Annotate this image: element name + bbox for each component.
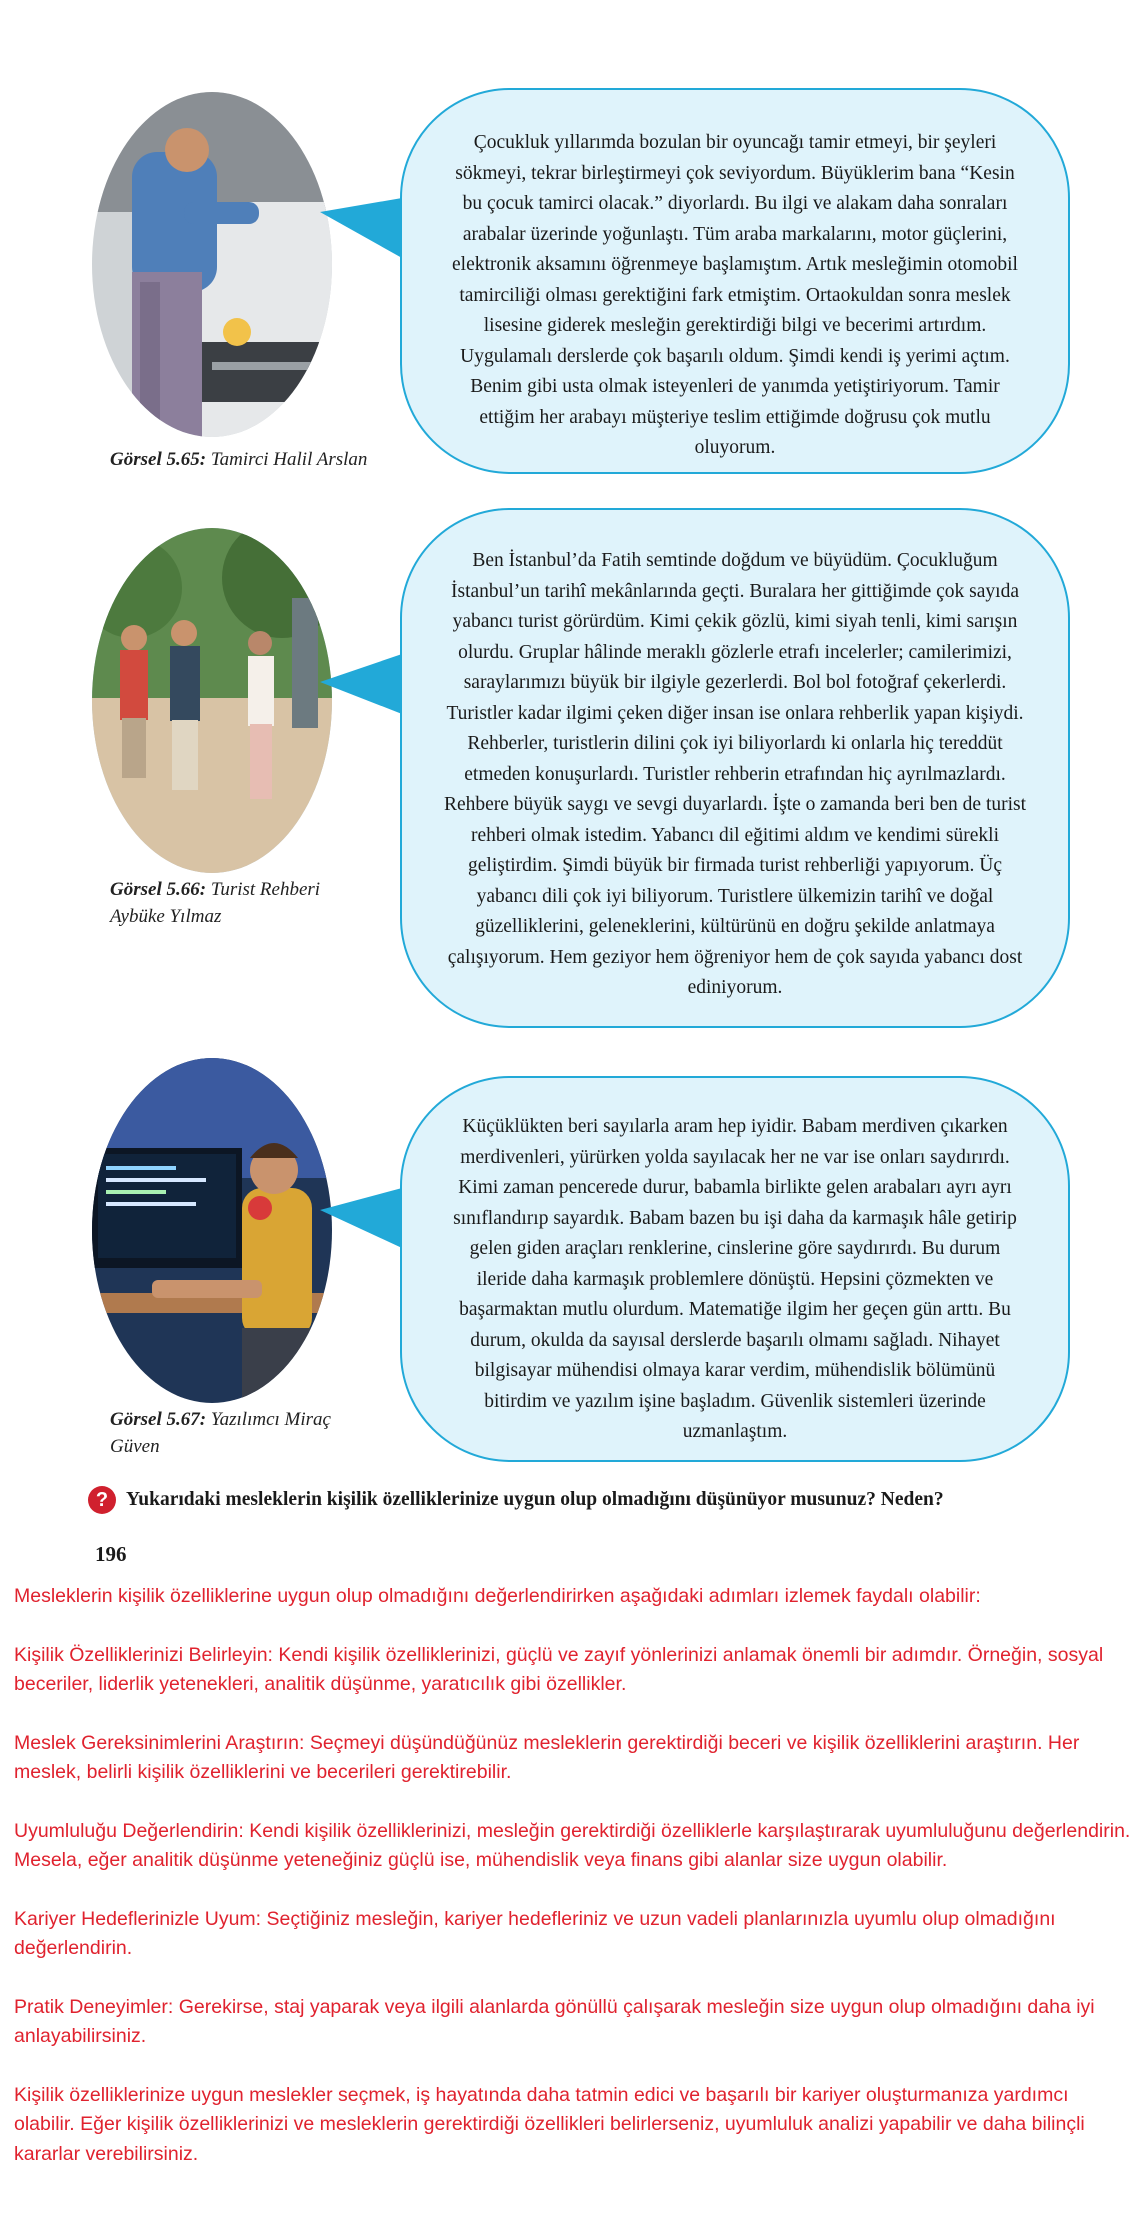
answer-paragraph: Uyumluluğu Değerlendirin: Kendi kişilik özelliklerinizi, mesleğin gerektirdiği özelliklerle karşılaştırarak uyumluluğunu değerlendirin. Mesela, eğer analitik düşünme yeteneğiniz güçlü ise, mühendislik veya finans gibi alanlar size uygun olabilir. bbox=[14, 1819, 1131, 1871]
answer-block bbox=[14, 1582, 1134, 2198]
figure-caption bbox=[110, 876, 370, 930]
answer-paragraph: Kariyer Hedeflerinizle Uyum: Seçtiğiniz mesleğin, kariyer hedefleriniz ve uzun vadeli planlarınızla uyumlu olup olmadığını değerlendirin. bbox=[14, 1907, 1056, 1959]
answer-paragraph: Kişilik Özelliklerinizi Belirleyin: Kendi kişilik özelliklerinizi, güçlü ve zayıf yönlerinizi anlamak önemli bir adımdır. Örneğin, sosyal beceriler, liderlik yetenekleri, analitik düşünme, yaratıcılık gibi özellikler. bbox=[14, 1643, 1104, 1695]
page-number: 196 bbox=[95, 1542, 127, 1566]
bubble-text: Çocukluk yıllarımda bozulan bir oyuncağı tamir etmeyi, bir şeyleri sökmeyi, tekrar birleştirmeyi çok seviyordum. Büyüklerim bana “Kesin bu çocuk tamirci olacak.” diyorlardı. Bu ilgi ve alakam daha sonraları arabalar üzerinde yoğunlaştı. Tüm araba markalarını, motor güçlerini, elektronik aksamını öğrenmeye başlamıştım. Artık mesleğimin otomobil tamirciliği olması gerektiğini fark etmiştim. Ortaokuldan sonra meslek lisesine giderek mesleğin gerektirdiği bilgi ve becerimi artırdım. Uygulamalı derslerde çok başarılı oldum. Şimdi kendi iş yerimi açtım. Benim gibi usta olmak isteyenleri de yanımda yetiştiriyorum. Tamir ettiğim her arabayı müşteriye teslim ettiğimde doğrusu çok mutlu oluyorum. bbox=[452, 132, 1018, 458]
figure-caption bbox=[110, 446, 370, 473]
speech-bubble-tail bbox=[318, 196, 408, 266]
answer-paragraph: Mesleklerin kişilik özelliklerine uygun olup olmadığını değerlendirirken aşağıdaki adımları izlemek faydalı olabilir: bbox=[14, 1585, 981, 1607]
speech-bubble-tail bbox=[318, 1186, 408, 1256]
answer-paragraph: Meslek Gereksinimlerini Araştırın: Seçmeyi düşündüğünüz mesleklerin gerektirdiği beceri ve kişilik özelliklerini araştırın. Her meslek, belirli kişilik özelliklerini ve becerileri gerektirebilir. bbox=[14, 1731, 1080, 1783]
speech-bubble bbox=[400, 1076, 1070, 1462]
speech-bubble-tail bbox=[318, 652, 408, 722]
figure-label: Görsel 5.67: bbox=[110, 1409, 207, 1430]
bubble-text: Ben İstanbul’da Fatih semtinde doğdum ve büyüdüm. Çocukluğum İstanbul’un tarihî mekânlarında geçti. Buralara her gittiğimde çok sayıda yabancı turist görürdüm. Kimi çekik gözlü, kimi siyah tenli, kimi sarışın olurdu. Gruplar hâlinde meraklı gözlerle etrafı incelerler; camilerimizi, saraylarımızı büyük bir ilgiyle gezerlerdi. Bol bol fotoğraf çekerlerdi. Turistler kadar ilgimi çeken diğer insan ise onlara rehberlik yapan kişiydi. Rehberler, turistlerin dilini çok iyi biliyorlardı ki onlarla hiç tereddüt etmeden konuşurlardı. Turistler rehberin etrafından hiç ayrılmazlardı. Rehbere büyük saygı ve sevgi duyarlardı. İşte o zamanda beri ben de turist rehberi olmak istedim. Yabancı dil eğitimi aldım ve kendimi sürekli geliştirdim. Şimdi büyük bir firmada turist rehberliği yapıyorum. Üç yabancı dili çok iyi biliyorum. Turistlere ülkemizin tarihî ve doğal güzelliklerini, geleneklerini, kültürünü en doğru şekilde anlatmaya çalışıyorum. Hem geziyor hem öğreniyor hem de çok sayıda yabancı dost ediniyorum. bbox=[443, 550, 1027, 998]
figure-label: Görsel 5.65: bbox=[110, 449, 207, 470]
answer-paragraph: Pratik Deneyimler: Gerekirse, staj yaparak veya ilgili alanlarda gönüllü çalışarak mesleğin size uygun olup olmadığını daha iyi anlayabilirsiniz. bbox=[14, 1995, 1095, 2047]
figure-title: Turist Rehberi Aybüke Yılmaz bbox=[110, 879, 321, 927]
tour-guide-photo bbox=[92, 528, 332, 873]
discussion-question bbox=[88, 1486, 1068, 1514]
figure-title: Yazılımcı Miraç Güven bbox=[110, 1409, 331, 1457]
figure-label: Görsel 5.66: bbox=[110, 879, 207, 900]
question-text: Yukarıdaki mesleklerin kişilik özelliklerinize uygun olup olmadığını düşünüyor musunuz? Neden? bbox=[126, 1489, 944, 1510]
bubble-text: Küçüklükten beri sayılarla aram hep iyidir. Babam merdiven çıkarken merdivenleri, yürürken yolda sayılacak her ne var ise onları saydırırdı. Kimi zaman pencerede durur, babamla birlikte gelen arabaları ayrı ayrı sınıflandırıp sayardık. Babam bazen bu işi daha da karmaşık hâle getirip gelen giden araçları renklerine, cinslerine göre saydırırdı. Bu durum ileride daha karmaşık problemlere dönüştü. Hepsini çözmekten ve başarmaktan mutlu olurdum. Matematiğe ilgim her geçen gün arttı. Bu durum, okulda da sayısal derslerde başarılı olmamı sağladı. Nihayet bilgisayar mühendisi olmaya karar verdim, mühendislik bölümünü bitirdim ve yazılım işine başladım. Güvenlik sistemleri üzerinde uzmanlaştım. bbox=[453, 1116, 1017, 1442]
figure-title: Tamirci Halil Arslan bbox=[210, 449, 368, 470]
mechanic-photo bbox=[92, 92, 332, 437]
developer-photo bbox=[92, 1058, 332, 1403]
speech-bubble bbox=[400, 88, 1070, 474]
question-icon: ? bbox=[88, 1486, 116, 1514]
speech-bubble bbox=[400, 508, 1070, 1028]
answer-paragraph: Kişilik özelliklerinize uygun meslekler seçmek, iş hayatında daha tatmin edici ve başarılı bir kariyer oluşturmanıza yardımcı olabilir. Eğer kişilik özelliklerinizi ve mesleklerin gerektirdiği özellikleri belirlerseniz, uyumluluk analizi yapabilir ve daha bilinçli kararlar verebilirsiniz. bbox=[14, 2083, 1085, 2165]
figure-caption bbox=[110, 1406, 370, 1460]
